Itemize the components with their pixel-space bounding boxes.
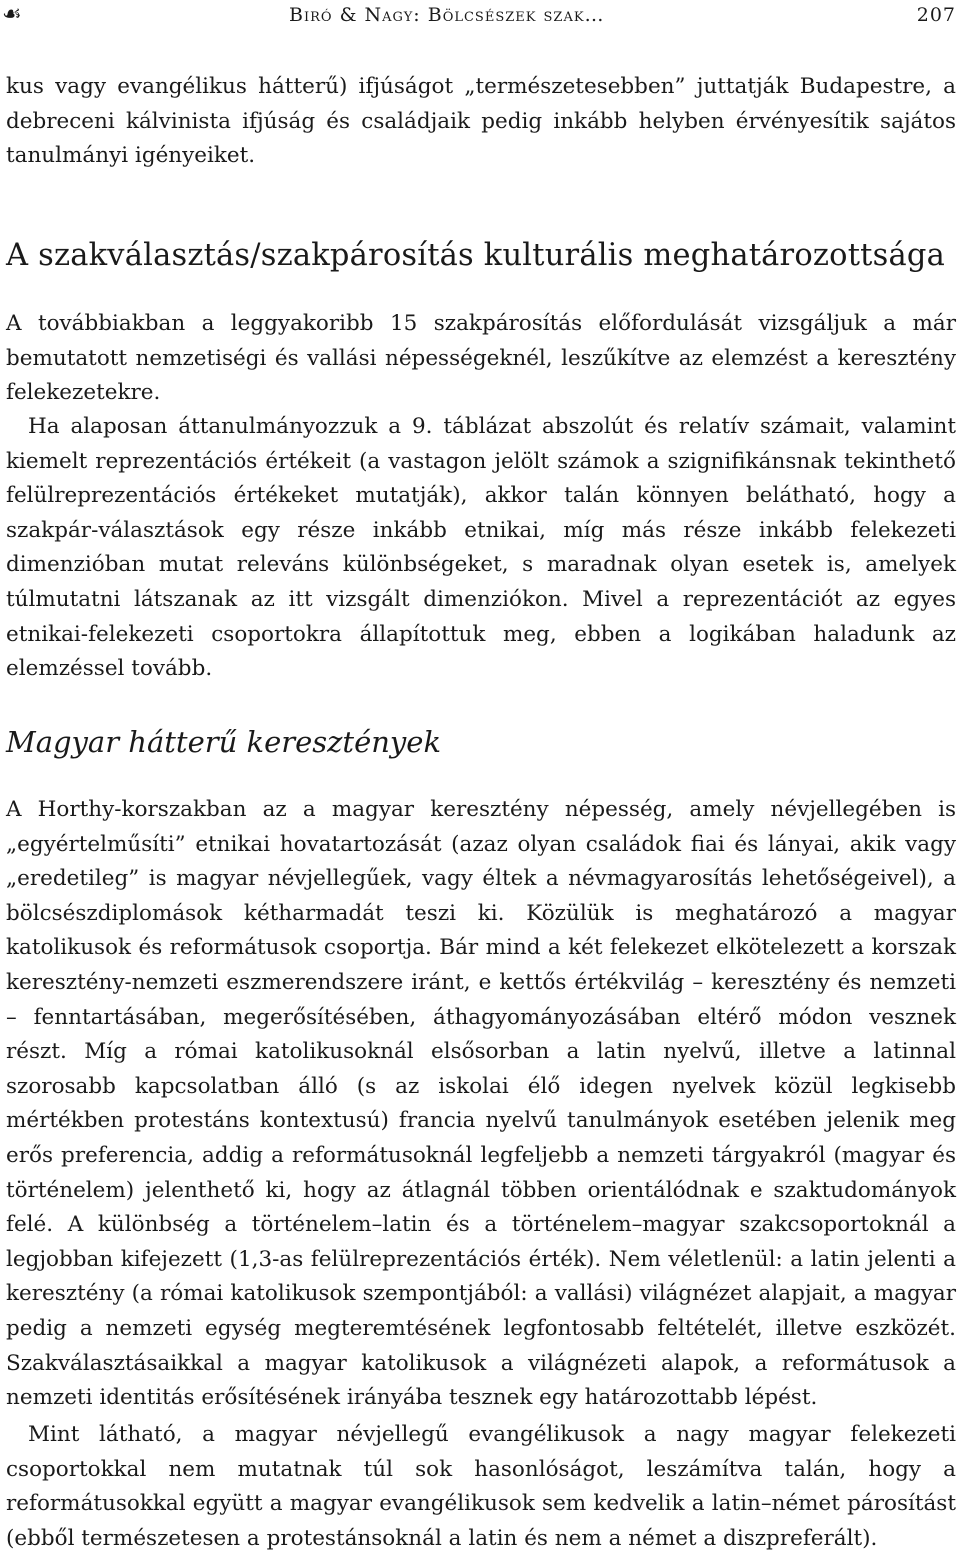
page-number: 207	[916, 4, 956, 26]
text-run: Mint látható, a magyar névjellegű evangélikusok a nagy magyar felekezeti csoportokkal nem mutatnak túl sok hasonlóságot, leszámítva talán, hogy a reformátusokkal együtt a magyar evangélikusok sem kedvelik a	[6, 1422, 956, 1517]
subsection-paragraph-1	[6, 793, 956, 1416]
emphasis-run: történelem–latin	[251, 1212, 432, 1238]
section-heading: A szakválasztás/szakpárosítás kulturális meghatározottsága	[6, 238, 945, 273]
emphasis-run: latin–német	[711, 1491, 840, 1517]
text-run: és nem a német a diszpreferált).	[517, 1525, 878, 1551]
text-run: és a	[431, 1212, 512, 1238]
running-header	[2, 2, 956, 30]
text-run: nemzeti – fenntartásában, megerősítésében, áthagyományozásában eltérő módon vesznek részt. Míg a római katolikusoknál elsősorban a	[6, 969, 956, 1065]
running-header-title: Biró & Nagy: Bölcsészek szak…	[289, 4, 605, 26]
subsection-heading: Magyar hátterű keresztények	[6, 725, 442, 759]
fleuron-ornament-icon: ☙	[2, 2, 23, 27]
emphasis-run: magyar	[873, 1281, 956, 1307]
intro-paragraph: kus vagy evangélikus hátterű) ifjúságot „természetesebben” juttatják Budapestre, a debreceni kálvinista ifjúság és családjaik pedig inkább helyben érvényesítik sajátos tanulmányi igényeiket.	[6, 74, 956, 169]
emphasis-run: francia	[398, 1108, 476, 1134]
text-run: jelenti a keresztény (a római katolikusok szempontjából: a vallási) világnézet alapjait, a	[6, 1246, 956, 1307]
emphasis-run: és	[837, 969, 862, 995]
emphasis-run: (magyar és történelem)	[6, 1142, 956, 1203]
emphasis-run: latin	[810, 1246, 860, 1272]
emphasis-run: latin	[468, 1525, 518, 1551]
emphasis-run: történelem–magyar	[511, 1212, 725, 1238]
text-run: nyelvű tanulmányok esetében jelenik meg erős preferencia, addig a reformátusoknál legfeljebb a nemzeti tárgyakról	[6, 1108, 957, 1168]
text-run: A Horthy-korszakban az a magyar keresztény népesség, amely névjellegében is „egyértelműsíti” etnikai hovatartozását (azaz olyan családok fiai és lányai, akik vagy „eredetileg” is magyar névjellegűek, vagy éltek a névmagyarosítás lehetőségeivel), a bölcsészdiplomások kétharmadát teszi ki. Közülük is meghatározó a magyar katolikusok és reformátusok csoportja. Bár mind a két felekezet elkötelezett a korszak keresztény-nemzeti eszmerendszere iránt, e kettős értékvilág – keresztény	[6, 797, 956, 995]
subsection-paragraph-2	[6, 1418, 956, 1556]
text-run: szakcsoportoknál a legjobban kifejezett (1,3-as felülreprezentációs érték). Nem véletlenül: a	[6, 1212, 957, 1272]
emphasis-run: Szakválasztásaikkal a magyar katolikusok a világnézeti alapok, a reformátusok a nemzeti identitás erősítésének irányába tesznek egy határozottabb lépést.	[6, 1350, 956, 1411]
section-paragraph-1: A továbbiakban a leggyakoribb 15 szakpárosítás előfordulását vizsgáljuk a már bemutatott nemzetiségi és vallási népességeknél, leszűkítve az elemzést a keresztény felekezetekre.	[6, 311, 956, 406]
section-paragraph-2: Ha alaposan áttanulmányozzuk a 9. táblázat abszolút és relatív számait, valamint kiemelt reprezentációs értékeit (a vastagon jelölt számok a szignifikánsnak tekinthető felülreprezentációs értékeket mutatják), akkor talán könnyen belátható, hogy a szakpár-választások egy része inkább etnikai, míg más része inkább felekezeti dimenzióban mutat releváns különbségeket, s maradnak olyan esetek is, amelyek túlmutatni látszanak az itt vizsgált dimenziókon. Mivel a reprezentációt az egyes etnikai-felekezeti csoportokra állapítottuk meg, ebben a logikában haladunk az elemzéssel tovább.	[6, 414, 956, 682]
text-run: jelenthető ki, hogy az átlagnál többen orientálódnak e szaktudományok felé. A különbség a	[6, 1177, 956, 1238]
text-run: pedig a nemzeti egység megteremtésének legfontosabb feltételét, illetve eszközét.	[6, 1315, 956, 1341]
text-run: párosítást (ebből természetesen a protestánsoknál a	[6, 1491, 956, 1551]
emphasis-run: latin	[596, 1039, 646, 1065]
text-run: nyelvű, illetve a latinnal szorosabb kapcsolatban álló (s az iskolai élő idegen nyelvek közül legkisebb mértékben protestáns kontextusú)	[6, 1039, 956, 1134]
